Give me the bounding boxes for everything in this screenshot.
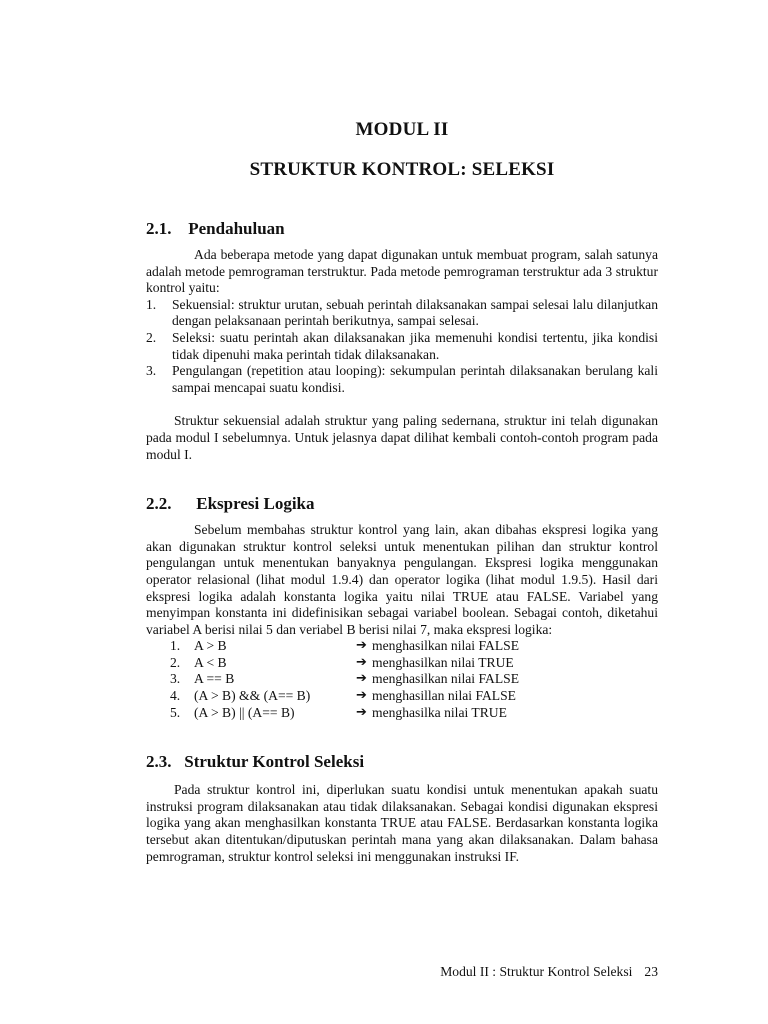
expression-number: 1. <box>170 638 181 654</box>
section-number: 2.3. <box>146 752 172 772</box>
expression-number: 5. <box>170 704 181 720</box>
expression-row <box>146 638 658 655</box>
list-number: 2. <box>146 329 157 345</box>
paragraph-intro: Ada beberapa metode yang dapat digunakan untuk membuat program, salah satunya adalah metode pemrograman terstruktur. Pada metode pemrograman terstruktur ada 3 struktur kontrol yaitu: <box>146 247 658 296</box>
expression-result <box>356 655 514 672</box>
section-number: 2.1. <box>146 219 172 238</box>
list-text: Pengulangan (repetition atau looping): sekumpulan perintah dilaksanakan berulang kali sampai mencapai suatu kondisi. <box>172 363 658 395</box>
expression-row <box>146 705 658 722</box>
list-number: 3. <box>146 363 157 379</box>
page-number: 23 <box>644 964 658 979</box>
expression-number: 2. <box>170 654 181 670</box>
section-title: Ekspresi Logika <box>196 494 315 514</box>
page-footer <box>440 964 658 980</box>
list-number: 1. <box>146 296 157 312</box>
page-content <box>146 118 658 865</box>
module-title: MODUL II <box>355 119 449 140</box>
list-text: Sekuensial: struktur urutan, sebuah perintah dilaksanakan sampai selesai lalu dilanjutkan dengan pelaksanaan perintah berikutnya, sampai selesai. <box>172 296 658 329</box>
expression-number: 3. <box>170 671 181 687</box>
paragraph-selection: Pada struktur kontrol ini, diperlukan suatu kondisi untuk menentukan apakah suatu instruksi program dilaksanakan atau tidak dilaksanakan. Sebagai kondisi digunakan ekspresi logika yang akan menghasilkan konstanta TRUE atau FALSE. Berdasarkan konstanta logika tersebut akan ditentukan/diputuskan perintah mana yang akan dilaksanakan. Dalam bahasa pemrograman, struktur kontrol seleksi ini menggunakan instruksi IF. <box>146 782 658 864</box>
result-text: menghasilkan nilai TRUE <box>372 654 514 670</box>
section-heading-2-2 <box>146 494 658 514</box>
arrow-right-icon: ➔ <box>356 638 367 654</box>
expression-row <box>146 655 658 672</box>
expression-number: 4. <box>170 688 181 704</box>
arrow-right-icon: ➔ <box>356 671 367 687</box>
section-number: 2.2. <box>146 494 172 514</box>
expression-result <box>356 671 519 688</box>
section-heading-2-1 <box>146 219 658 239</box>
list-item <box>146 330 658 363</box>
expression-row <box>146 688 658 705</box>
expression-text: (A > B) && (A== B) <box>194 688 311 704</box>
result-text: menghasilka nilai TRUE <box>372 704 507 720</box>
list-item <box>146 363 658 396</box>
result-text: menghasillan nilai FALSE <box>372 688 516 704</box>
expression-text: A < B <box>194 654 227 670</box>
section-title: Pendahuluan <box>188 219 285 238</box>
control-structures-list <box>146 297 658 397</box>
arrow-right-icon: ➔ <box>356 688 367 704</box>
arrow-right-icon: ➔ <box>356 704 367 720</box>
expression-text: A > B <box>194 638 227 654</box>
expression-text: (A > B) || (A== B) <box>194 704 295 720</box>
expression-result <box>356 705 507 722</box>
result-text: menghasilkan nilai FALSE <box>372 638 519 654</box>
expression-row <box>146 671 658 688</box>
expression-result <box>356 688 516 705</box>
section-heading-2-3 <box>146 752 658 772</box>
paragraph-closing: Struktur sekuensial adalah struktur yang paling sedernana, struktur ini telah digunakan pada modul I sebelumnya. Untuk jelasnya dapat dilihat kembali contoh-contoh program pada modul I. <box>146 413 658 462</box>
expression-list <box>146 638 658 721</box>
expression-text: A == B <box>194 671 235 687</box>
paragraph-logic: Sebelum membahas struktur kontrol yang lain, akan dibahas ekspresi logika yang akan digunakan struktur kontrol seleksi untuk menentukan pilihan dan struktur kontrol pengulangan untuk menentukan banyaknya pengulangan. Ekspresi logika menggunakan operator relasional (lihat modul 1.9.4) dan operator logika (lihat modul 1.9.5). Hasil dari ekspresi logika adalah konstanta logika yaitu nilai TRUE atau FALSE. Variabel yang menyimpan konstanta ini didefinisikan sebagai variabel boolean. Sebagai contoh, diketahui variabel A berisi nilai 5 dan veriabel B berisi nilai 7, maka ekspresi logika: <box>146 522 658 637</box>
footer-text: Modul II : Struktur Kontrol Seleksi <box>440 964 633 979</box>
expression-result <box>356 638 519 655</box>
arrow-right-icon: ➔ <box>356 654 367 670</box>
module-subtitle: STRUKTUR KONTROL: SELEKSI <box>249 159 555 180</box>
result-text: menghasilkan nilai FALSE <box>372 671 519 687</box>
list-item <box>146 297 658 330</box>
section-title: Struktur Kontrol Seleksi <box>184 752 365 772</box>
list-text: Seleksi: suatu perintah akan dilaksanakan jika memenuhi kondisi tertentu, jika kondisi tidak dipenuhi maka perintah tidak dilaksanakan. <box>172 329 658 362</box>
